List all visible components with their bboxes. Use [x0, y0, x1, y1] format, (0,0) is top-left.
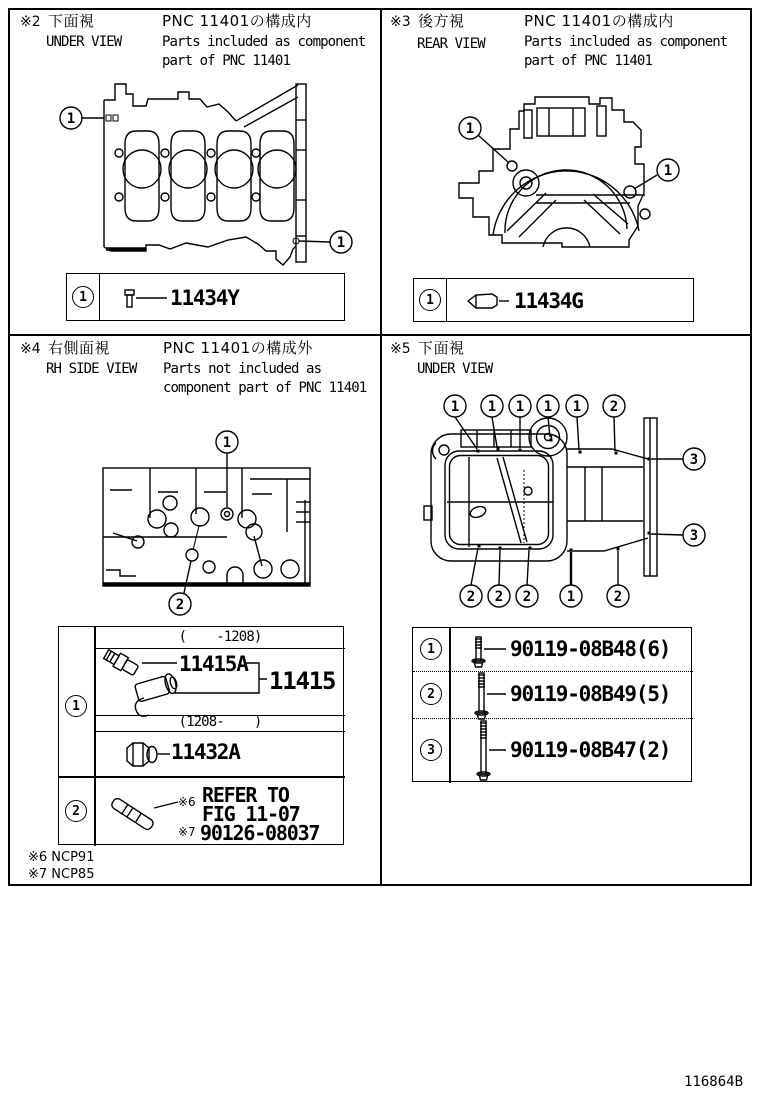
callout-number: 1 — [543, 399, 553, 415]
callout-number: 1 — [222, 435, 232, 451]
block-outline — [103, 468, 310, 586]
callout-1-top — [216, 431, 238, 507]
callout-1-left — [459, 117, 508, 162]
engine-block-rear-view-drawing — [432, 96, 732, 264]
part-number: 90126-08037 — [200, 821, 320, 845]
q5-title-en: UNDER VIEW — [417, 361, 493, 377]
oil-pan-rail — [567, 418, 657, 576]
part-number: 11415A — [179, 652, 248, 676]
date-range-late: (1208- ) — [178, 714, 262, 731]
oil-pan-interior — [447, 457, 553, 547]
bearing-arch — [493, 170, 639, 247]
callout-number: 2 — [494, 589, 504, 605]
q2-title-en: UNDER VIEW — [46, 34, 122, 50]
callout-number: 3 — [689, 528, 699, 544]
q4-note-en-2: component part of PNC 11401 — [163, 380, 367, 396]
ref6-mark: ※6 — [178, 795, 196, 809]
q4-title-en: RH SIDE VIEW — [46, 361, 137, 377]
q3-title-jp: 後方視 — [418, 12, 465, 30]
part-number: 11434Y — [170, 286, 239, 310]
engine-block-rh-side-view-drawing — [95, 428, 385, 620]
q2-note-en-1: Parts included as component — [162, 34, 366, 50]
leader-line — [154, 802, 178, 808]
callout-badge: 1 — [72, 286, 94, 308]
callout-number: 1 — [450, 399, 460, 415]
q3-note-en-1: Parts included as component — [524, 34, 728, 50]
callout-number: 1 — [66, 111, 76, 127]
flange-bolt-icon — [477, 721, 490, 780]
callouts-bottom-row — [460, 548, 629, 607]
q5-ref-mark: ※5 — [390, 341, 411, 357]
flange-bolt-icon — [475, 673, 488, 719]
q3-note-en-2: part of PNC 11401 — [524, 53, 652, 69]
flange-bolt-icon — [472, 637, 485, 667]
q2-ref-mark: ※2 — [20, 14, 41, 30]
q2-title-jp: 下面視 — [48, 12, 95, 30]
part-number: 11415 — [269, 667, 336, 695]
callout-number: 3 — [689, 452, 699, 468]
oil-pan-under-view-drawing — [420, 393, 755, 615]
q2-part-table — [66, 273, 345, 321]
refer-to-line2: FIG 11-07 — [202, 802, 300, 826]
q3-note-jp: PNC 11401の構成内 — [524, 12, 674, 30]
callout-number: 1 — [465, 121, 475, 137]
part-number: 90119-08B49(5) — [510, 682, 671, 706]
callout-number: 1 — [663, 163, 673, 179]
callout-number: 2 — [613, 589, 623, 605]
callout-badge: 1 — [420, 638, 442, 660]
callout-number: 1 — [572, 399, 582, 415]
part-number: 90119-08B47(2) — [510, 738, 671, 762]
ref7-mark: ※7 — [178, 825, 196, 839]
callout-number: 2 — [522, 589, 532, 605]
callout-2-bottom — [169, 561, 191, 615]
callouts-right — [651, 448, 705, 546]
callout-badge: 2 — [65, 800, 87, 822]
callout-number: 2 — [466, 589, 476, 605]
part-number: 11432A — [171, 740, 240, 764]
oil-control-valve-icon — [134, 672, 179, 716]
date-range-early: ( -1208) — [178, 628, 262, 645]
footnote-ncp85: ※7 NCP85 — [28, 867, 95, 882]
stud-bolt-icon — [110, 797, 155, 831]
callout-1-bottom-right — [293, 231, 352, 253]
straight-plug-icon — [125, 290, 134, 307]
q5-title-jp: 下面視 — [418, 339, 465, 357]
engine-block-under-view-drawing — [55, 76, 355, 268]
q3-part-table — [413, 278, 694, 322]
callout-badge: 1 — [65, 695, 87, 717]
callout-number: 2 — [609, 399, 619, 415]
callout-1-top-left — [60, 107, 118, 129]
q2-note-en-2: part of PNC 11401 — [162, 53, 290, 69]
q3-ref-mark: ※3 — [390, 14, 411, 30]
part-number: 90119-08B48(6) — [510, 637, 671, 661]
q4-ref-mark: ※4 — [20, 341, 41, 357]
footnote-ncp91: ※6 NCP91 — [28, 850, 95, 865]
callout-number: 2 — [175, 597, 185, 613]
q4-title-jp: 右側面視 — [48, 339, 111, 357]
q4-part-table — [58, 626, 344, 845]
callout-number: 1 — [566, 589, 576, 605]
side-ribs — [103, 468, 310, 586]
hex-plug-icon — [127, 743, 157, 766]
callout-number: 1 — [515, 399, 525, 415]
taper-plug-icon — [468, 294, 497, 308]
q4-note-jp: PNC 11401の構成外 — [163, 339, 313, 357]
q2-note-jp: PNC 11401の構成内 — [162, 12, 312, 30]
bolt-holes — [115, 149, 260, 201]
callout-badge: 1 — [419, 289, 441, 311]
callout-number: 1 — [487, 399, 497, 415]
cylinder-bores — [123, 131, 296, 221]
callout-number: 1 — [336, 235, 346, 251]
callout-badge: 2 — [420, 683, 442, 705]
refer-to-line1: REFER TO — [202, 783, 289, 807]
horizontal-divider — [8, 334, 752, 336]
q5-part-table — [412, 627, 692, 782]
oil-pressure-switch-icon — [103, 647, 140, 677]
callout-badge: 3 — [420, 739, 442, 761]
q3-title-en: REAR VIEW — [417, 36, 485, 52]
q4-note-en-1: Parts not included as — [163, 361, 322, 377]
part-number: 11434G — [514, 289, 583, 313]
figure-code: 116864B — [684, 1074, 744, 1090]
